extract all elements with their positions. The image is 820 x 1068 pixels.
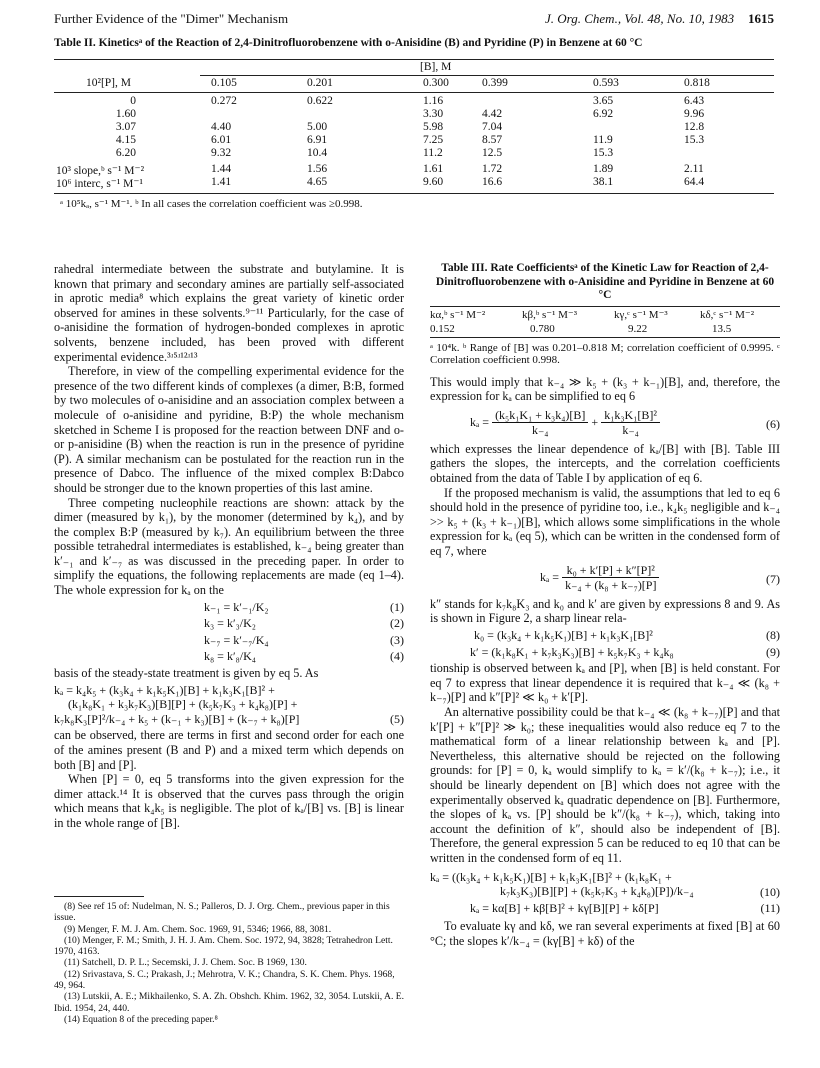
table-cell: 0 (130, 95, 136, 107)
slope-label: 10³ slope,ᵇ s⁻¹ M⁻² (56, 165, 145, 177)
column-header: 0.105 (211, 77, 237, 89)
numerator: k₁k₃K₁[B]² (601, 408, 660, 424)
equation-number: (9) (766, 644, 780, 659)
table-cell: 0.622 (307, 95, 333, 107)
table-cell: 9.96 (684, 108, 705, 120)
table-cell: 6.20 (115, 147, 136, 159)
table-3-header: kα,ᵇ s⁻¹ M⁻² (430, 308, 486, 321)
table-3-header: kβ,ᵇ s⁻¹ M⁻³ (522, 308, 578, 321)
table-cell: 9.60 (423, 176, 444, 188)
equation-4 (54, 649, 404, 664)
reference-item: (10) Menger, F. M.; Smith, J. H. J. Am. Chem. Soc. 1972, 94, 3828; Tetrahedron Lett. 1970, 4163. (54, 934, 393, 958)
table-cell: 6.01 (211, 134, 232, 146)
table-3-cell: 9.22 (628, 322, 648, 335)
numerator: (k₅k₁K₁ + k₃k₄)[B] (492, 408, 588, 424)
equation-7 (430, 563, 780, 593)
table-rule-bottom (54, 193, 774, 194)
table-cell: 7.04 (482, 121, 503, 133)
table-cell: 1.41 (211, 176, 232, 188)
equation-number: (1) (390, 599, 404, 614)
table-cell: 12.8 (684, 121, 705, 133)
equation-number: (11) (760, 900, 780, 915)
column-header: 0.593 (593, 77, 619, 89)
equation-9 (430, 645, 780, 660)
table-cell: 1.44 (211, 163, 232, 175)
paragraph: which expresses the linear dependence of kₐ/[B] with [B]. Table III gathers the slopes, the intercepts, and the correlation coefficients obtained from the data of Table I by application of eq 6. (430, 441, 780, 486)
table-rule-header (54, 92, 774, 93)
table-cell: 4.15 (115, 134, 136, 146)
fraction (492, 408, 588, 438)
table-cell: 6.91 (307, 134, 328, 146)
paragraph: k″ stands for k₇k₈K₃ and k₀ and k′ are given by expressions 8 and 9. As is shown in Figure 2, a sharp linear rela- (430, 596, 780, 626)
equation-10 (430, 870, 780, 899)
table-cell: 3.65 (593, 95, 614, 107)
table-cell: 11.9 (593, 134, 613, 146)
table-rule-bottom (430, 337, 780, 338)
equation-text: k₋₁ = k′₋₁/K₂ (204, 599, 269, 614)
reference-item: (12) Srivastava, S. C.; Prakash, J.; Mehrotra, V. K.; Chandra, S. K. Chem. Phys. 1968, 49, 964. (54, 968, 395, 992)
equation-number: (4) (390, 649, 404, 664)
table-cell: 8.57 (482, 134, 503, 146)
denominator: k₋₄ + (k₈ + k₋₇)[P] (565, 578, 657, 593)
column-header: 0.300 (423, 77, 449, 89)
fraction (562, 563, 659, 593)
paragraph: rahedral intermediate between the substrate and butylamine. It is known that primary and secondary amines are partially self-associated in aprotic media⁸ which explains the great variety of kinetic order observed for amines in these solvents.⁹⁻¹¹ Particularly, for the case of o-anisidine the formation of hydrogen-bonded complexes in aprotic solvents, benzene included, has been proved with different experimental evidence.³ʴ⁵ʴ¹²ʴ¹³ (54, 262, 404, 364)
table-cell: 5.98 (423, 121, 444, 133)
table-cell: 0.272 (211, 95, 237, 107)
paragraph: tionship is observed between kₐ and [P], when [B] is held constant. For eq 7 to express that linear dependence it is required that k₋₄ ≪ (k₈ + k₋₇)[P] and k″[P]² ≪ k₀ + k′[P]. (430, 661, 780, 705)
paragraph: When [P] = 0, eq 5 transforms into the given expression for the dimer attack.¹⁴ It is observed that the curves pass through the origin which means that k₄k₅ is negligible. The plot of kₐ/[B] vs. [B] is linear in the whole range of [B]. (54, 772, 404, 830)
equation-lhs: kₐ = (470, 414, 490, 429)
table-3-cell: 0.152 (430, 322, 455, 335)
table-rule-group (200, 75, 774, 76)
table-row (56, 134, 774, 147)
denominator: k₋₄ (622, 423, 639, 438)
table-cell: 6.43 (684, 95, 705, 107)
table-cell: 7.25 (423, 134, 444, 146)
equation-number: (3) (390, 632, 404, 647)
plus-sign: + (591, 414, 599, 429)
table-cell: 2.11 (684, 163, 704, 175)
equation-text: k₇k₈K₃[P]²/k₋₄ + k₅ + (k₋₁ + k₃)[B] + (k₋₇ + k₈)[P] (54, 711, 300, 726)
table-2-group-header: [B], M (420, 61, 452, 73)
equation-6 (430, 408, 780, 438)
table-row (56, 108, 774, 121)
table-row (56, 95, 774, 108)
table-header-row (56, 77, 774, 90)
table-row (56, 121, 774, 134)
table-2-caption: Table II. Kineticsᵃ of the Reaction of 2,4-Dinitrofluorobenzene with o-Anisidine (B) and Pyridine (P) in Benzene at 60 °C (54, 37, 643, 49)
paragraph: This would imply that k₋₄ ≫ k₅ + (k₃ + k₋₁)[B], and, therefore, the expression for kₐ can be simplified to eq 6 (430, 374, 780, 404)
equation-text: k₈ = k′₈/K₄ (204, 649, 256, 664)
table-3 (430, 307, 780, 337)
table-cell: 6.92 (593, 108, 614, 120)
reference-item: (9) Menger, F. M. J. Am. Chem. Soc. 1969, 91, 5346; 1966, 88, 3081. (64, 923, 332, 935)
equation-number: (2) (390, 616, 404, 631)
table-cell: 4.65 (307, 176, 328, 188)
table-3-cell: 0.780 (530, 322, 555, 335)
table-cell: 1.16 (423, 95, 444, 107)
column-header: 0.818 (684, 77, 710, 89)
table-3-caption: Table III. Rate Coefficientsᵃ of the Kinetic Law for Reaction of 2,4-Dinitrofluorobenzene with o-Anisidine and Pyridine in Benzene at 60 °C (435, 262, 775, 301)
equation-number: (8) (766, 628, 780, 642)
paragraph: can be observed, there are terms in first and second order for each one of the amines present (B and P) and a mixed term which depends on both [B] and [P]. (54, 728, 404, 772)
table-cell: 1.61 (423, 163, 444, 175)
equation-number: (5) (390, 711, 404, 726)
footnote-rule (54, 896, 144, 897)
table-cell: 5.00 (307, 121, 328, 133)
equation-number: (6) (766, 416, 780, 431)
intercept-label: 10⁶ interc, s⁻¹ M⁻¹ (56, 178, 143, 190)
table-cell: 1.72 (482, 163, 503, 175)
equation-text: k₀ = (k₃k₄ + k₁k₅K₁)[B] + k₁k₃K₁[B]² (474, 628, 653, 642)
equation-text: k₃ = k′₃/K₂ (204, 616, 256, 631)
paragraph: basis of the steady-state treatment is given by eq 5. As (54, 666, 319, 681)
equation-number: (10) (760, 884, 780, 899)
table-cell: 16.6 (482, 176, 503, 188)
row-header: 10²[P], M (86, 77, 131, 89)
running-header-title: Further Evidence of the "Dimer" Mechanism (54, 11, 289, 26)
equation-8 (430, 628, 780, 643)
denominator: k₋₄ (531, 423, 549, 438)
equation-11 (430, 901, 780, 916)
right-column (430, 262, 780, 948)
equation-1 (54, 600, 404, 615)
paragraph: To evaluate kγ and kδ, we ran several experiments at fixed [B] at 60 °C; the slopes k′/k₋₄ = (kγ[B] + kδ) of the (430, 919, 780, 948)
table-cell: 10.4 (307, 147, 328, 159)
equation-text: k₇k₃K₃)[B][P] + (k₅k₇K₃ + k₄k₈)[P])/k₋₄ (500, 884, 694, 899)
column-header: 0.201 (307, 77, 333, 89)
equation-3 (54, 633, 404, 648)
table-3-footnote: ᵃ 10⁴k. ᵇ Range of [B] was 0.201–0.818 M; correlation coefficient of 0.9995. ᶜ Correlation coefficient 0.998. (430, 341, 780, 366)
reference-item: (14) Equation 8 of the preceding paper.⁸ (64, 1013, 218, 1025)
table-cell: 1.56 (307, 163, 328, 175)
table-cell: 9.32 (211, 147, 232, 159)
paragraph: Three competing nucleophile reactions are shown: attack by the dimer (measured by k₁), by the monomer (determined by k₄), and by the complex B:P (measured by k₇). An equilibrium between the three possible tetrahedral intermediates is established, k₋₄ being greater than k′₋₁ and k′₋₇ as was discussed in the preceding paper. In order to simplify the equations, the following replacements are made (eq 1–4). The whole expression for kₐ on the (54, 495, 404, 598)
equation-lhs: kₐ = (540, 569, 560, 584)
equation-text: k₋₇ = k′₋₇/K₄ (204, 632, 269, 647)
table-2-footnote: ᵃ 10⁵kₐ, s⁻¹ M⁻¹. ᵇ In all cases the correlation coefficient was ≥0.998. (60, 198, 363, 210)
table-cell: 11.2 (423, 147, 443, 159)
table-cell: 38.1 (593, 176, 614, 188)
equation-2 (54, 616, 404, 631)
equation-number: (7) (766, 571, 780, 586)
table-cell: 15.3 (593, 147, 614, 159)
page-number: 1615 (748, 11, 774, 26)
reference-item: (8) See ref 15 of: Nudelman, N. S.; Palleros, D. J. Org. Chem., previous paper in this issue. (54, 901, 390, 924)
table-row (56, 147, 774, 160)
equation-text: (k₁k₈K₁ + k₃k₇K₃)[B][P] + (k₅k₇K₃ + k₄k₈)[P] + (68, 697, 298, 712)
column-header: 0.399 (482, 77, 508, 89)
table-3-header: kδ,ᶜ s⁻¹ M⁻² (700, 308, 755, 321)
equation-5 (54, 683, 404, 727)
reference-item: (11) Satchell, D. P. L.; Secemski, J. J. Chem. Soc. B 1969, 130. (64, 957, 307, 969)
equation-text: kₐ = k₄k₅ + (k₃k₄ + k₁k₅K₁)[B] + k₁k₃K₁[B]² + (54, 682, 275, 697)
fraction (601, 408, 660, 438)
running-header-journal: J. Org. Chem., Vol. 48, No. 10, 1983 (545, 11, 735, 26)
table-cell: 12.5 (482, 147, 503, 159)
table-cell: 4.42 (482, 108, 503, 120)
reference-item: (13) Lutskii, A. E.; Mikhailenko, S. A. Zh. Obshch. Khim. 1962, 32, 3054. Lutskii, A. E. Ibid. 1954, 24, 440. (54, 991, 405, 1014)
table-3-header: kγ,ᶜ s⁻¹ M⁻³ (614, 308, 668, 321)
paragraph: An alternative possibility could be that k₋₄ ≪ (k₈ + k₋₇)[P] and that k′[P] + k″[P]² ≫ k₀; these inequalities would also reduce eq 7 to the mathematical form of a linear relationship between kₐ and [P]. Nevertheless, this alternative should be rejected on the following grounds: for [P] = 0, kₐ would simplify to kₐ = k′/(k₈ + k₋₇); i.e., it should be linearly dependent on [B] which does not agree with the experimentally observed kₐ quadratic dependence on [B]. Furthermore, the slopes of kₐ vs. [P] should be k″/(k₈ + k₋₇), which, taking into account the definition of k″, should also be independent of [B]. Therefore, the general expression 5 can be reduced to eq 10 that can be written in the condensed form of eq 11. (430, 704, 780, 865)
table-3-cell: 13.5 (712, 322, 732, 335)
equation-text: kₐ = ((k₃k₄ + k₁k₅K₁)[B] + k₁k₃K₁[B]² + (k₁k₈K₁ + (430, 869, 672, 884)
table-row-intercept (56, 176, 774, 189)
equation-text: kₐ = kα[B] + kβ[B]² + kγ[B][P] + kδ[P] (470, 900, 659, 915)
paragraph: Therefore, in view of the compelling experimental evidence for the presence of the two different kinds of complexes (a dimer, B:B, formed by two molecules of o-anisidine and an association complex between a molecule of o-anisidine and pyridine, B:P) the whole mechanism sketched in Scheme I is proposed for the reaction between DNF and o- or p-anisidine (B) when the reaction is run in the presence of pyridine (P). A similar mechanism can be postulated for the reaction run in the presence of Dabco. The influence of the mixed complex B:Dabco should be stronger due to the known properties of this last amine. (54, 364, 404, 495)
left-column (54, 262, 404, 831)
references (54, 901, 406, 1025)
table-cell: 15.3 (684, 134, 705, 146)
table-cell: 3.07 (115, 121, 136, 133)
table-cell: 4.40 (211, 121, 232, 133)
table-row-slope (56, 163, 774, 176)
numerator: k₀ + k′[P] + k″[P]² (562, 563, 659, 579)
paragraph: If the proposed mechanism is valid, the assumptions that led to eq 6 should hold in the presence of pyridine too, i.e., k₄k₅ negligible and k₋₄ >> k₅ + (k₃ + k₋₁)[B], which allows some simplifications in the whole expression for kₐ (eq 5), which can be written in the condensed form of eq 7, where (430, 485, 780, 559)
table-rule-top (54, 59, 774, 60)
table-cell: 1.89 (593, 163, 614, 175)
table-cell: 64.4 (684, 176, 705, 188)
table-cell: 1.60 (115, 108, 136, 120)
table-cell: 3.30 (423, 108, 444, 120)
equation-text: k′ = (k₁k₈K₁ + k₇k₃K₃)[B] + k₅k₇K₃ + k₄k₈ (470, 644, 674, 659)
